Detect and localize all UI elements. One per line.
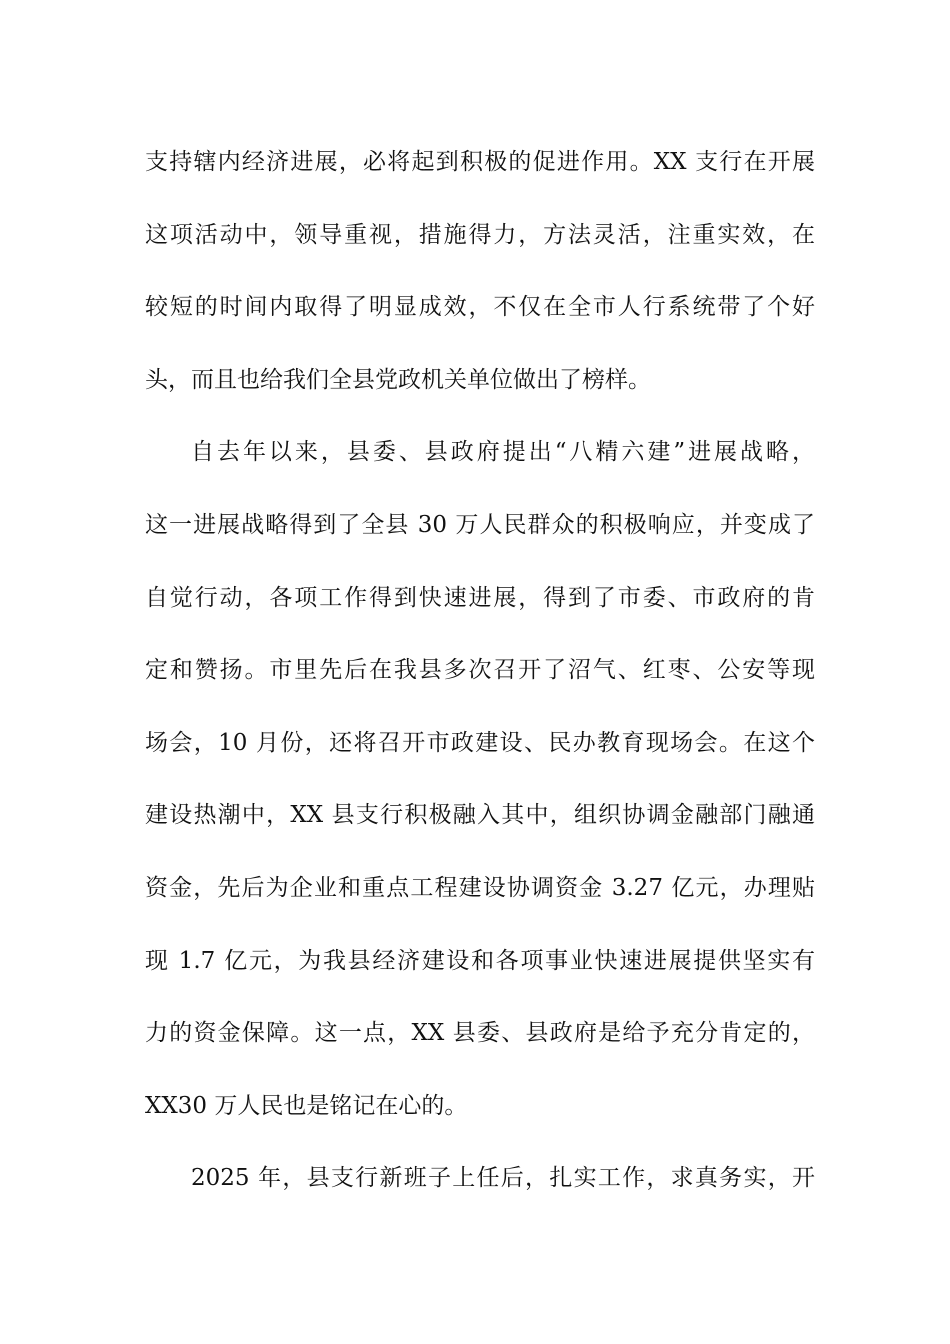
text-line: 场会，10 月份，还将召开市政建设、民办教育现场会。在这个: [145, 729, 815, 756]
text-line: 定和赞扬。市里先后在我县多次召开了沼气、红枣、公安等现: [145, 657, 815, 684]
text-line: XX30 万人民也是铭记在心的。: [145, 1092, 468, 1119]
text-line: 资金，先后为企业和重点工程建设协调资金 3.27 亿元，办理贴: [145, 874, 815, 901]
text-line: 自觉行动，各项工作得到快速进展，得到了市委、市政府的肯: [145, 584, 815, 611]
text-line: 这一进展战略得到了全县 30 万人民群众的积极响应，并变成了: [145, 511, 815, 538]
paragraph-start-line: 自去年以来，县委、县政府提出“八精六建”进展战略，: [191, 439, 815, 466]
text-line: 较短的时间内取得了明显成效，不仅在全市人行系统带了个好: [145, 294, 815, 321]
text-line: 力的资金保障。这一点，XX 县委、县政府是给予充分肯定的，: [145, 1020, 815, 1047]
text-line: 头，而且也给我们全县党政机关单位做出了榜样。: [145, 366, 651, 393]
body-text: [145, 126, 815, 1215]
text-line: 建设热潮中，XX 县支行积极融入其中，组织协调金融部门融通: [145, 802, 815, 829]
text-line: 这项活动中，领导重视，措施得力，方法灵活，注重实效，在: [145, 221, 815, 248]
text-line: 现 1.7 亿元，为我县经济建设和各项事业快速进展提供坚实有: [145, 947, 815, 974]
text-line: 支持辖内经济进展，必将起到积极的促进作用。XX 支行在开展: [145, 149, 815, 175]
paragraph-start-line: 2025 年，县支行新班子上任后，扎实工作，求真务实，开: [191, 1165, 815, 1192]
